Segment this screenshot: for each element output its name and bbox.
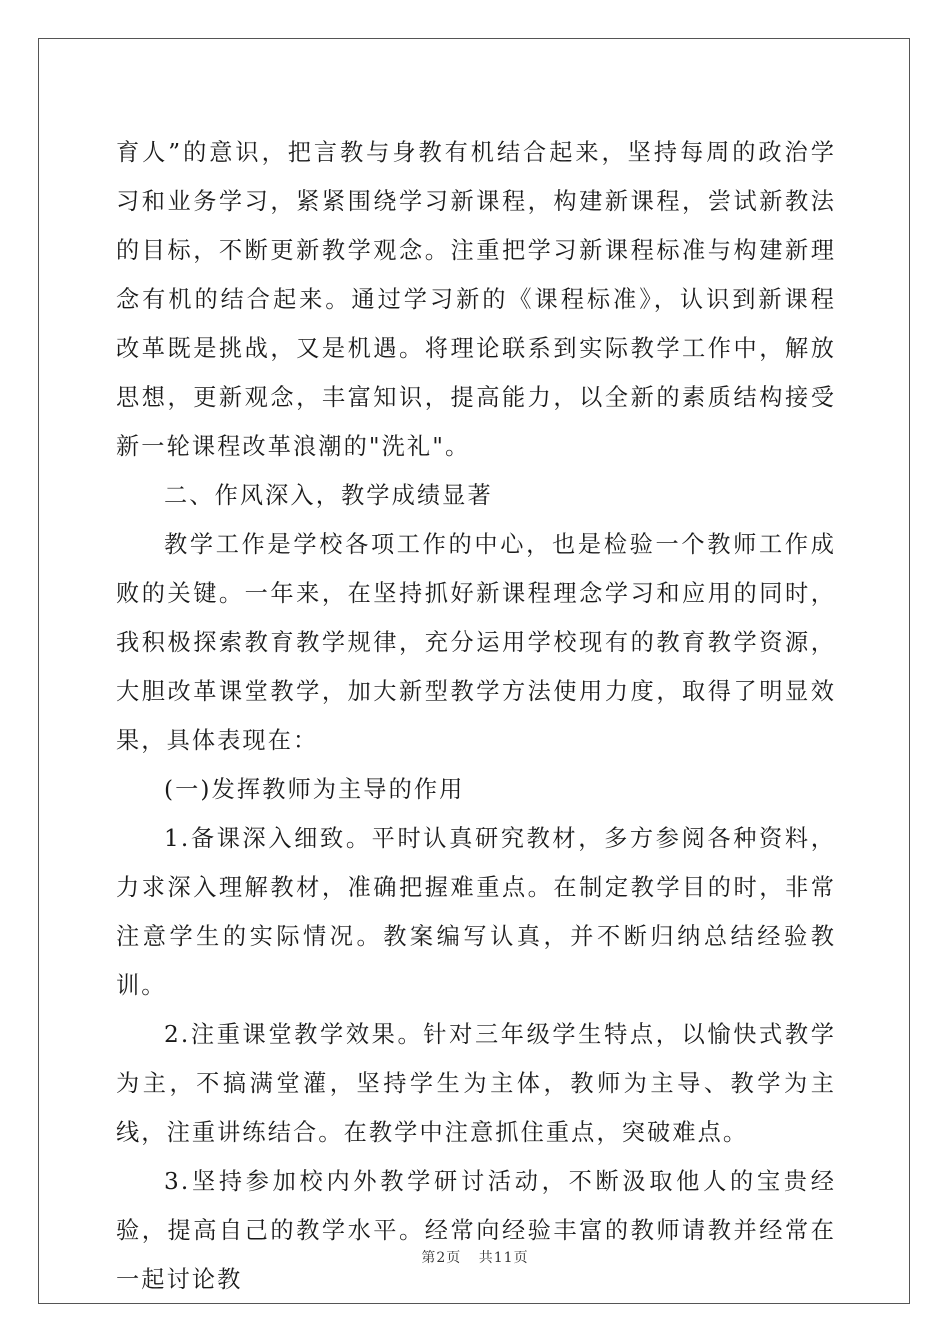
- paragraph-1: 育人”的意识，把言教与身教有机结合起来，坚持每周的政治学习和业务学习，紧紧围绕学习新课程，构建新课程，尝试新教法的目标，不断更新教学观念。注重把学习新课程标准与构建新理念有机的结合起来。通过学习新的《课程标准》，认识到新课程改革既是挑战，又是机遇。将理论联系到实际教学工作中，解放思想，更新观念，丰富知识，提高能力，以全新的素质结构接受新一轮课程改革浪潮的"洗礼"。: [116, 139, 836, 460]
- subsection-heading-1: (一)发挥教师为主导的作用: [164, 776, 465, 803]
- list-item-3: 3.坚持参加校内外教学研讨活动，不断汲取他人的宝贵经验，提高自己的教学水平。经常向经验丰富的教师请教并经常在一起讨论教: [116, 1168, 836, 1293]
- paragraph-3: 教学工作是学校各项工作的中心，也是检验一个教师工作成败的关键。一年来，在坚持抓好新课程理念学习和应用的同时，我积极探索教育教学规律，充分运用学校现有的教育教学资源，大胆改革课堂教学，加大新型教学方法使用力度，取得了明显效果，具体表现在：: [116, 531, 836, 754]
- list-item-2: 2.注重课堂教学效果。针对三年级学生特点，以愉快式教学为主，不搞满堂灌，坚持学生为主体，教师为主导、教学为主线，注重讲练结合。在教学中注意抓住重点，突破难点。: [116, 1021, 836, 1146]
- section-heading-2: 二、作风深入，教学成绩显著: [164, 482, 493, 509]
- document-body: [116, 128, 836, 1304]
- page-number: 第2页: [421, 1250, 462, 1266]
- list-item-1: 1.备课深入细致。平时认真研究教材，多方参阅各种资料，力求深入理解教材，准确把握难重点。在制定教学目的时，非常注意学生的实际情况。教案编写认真，并不断归纳总结经验教训。: [116, 825, 836, 999]
- page-total: 共11页: [478, 1250, 529, 1266]
- page-footer: [0, 1247, 950, 1267]
